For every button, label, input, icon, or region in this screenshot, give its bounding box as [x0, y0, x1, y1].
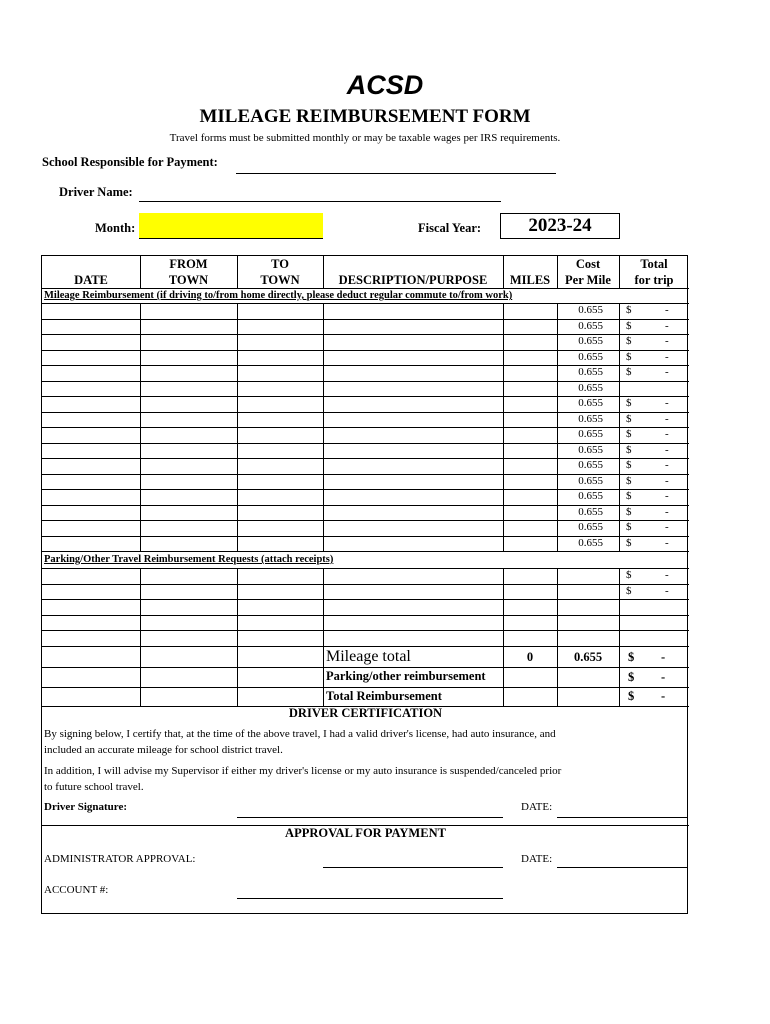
- approval-date-label: DATE:: [521, 853, 553, 865]
- dollar-sign: $: [626, 304, 632, 316]
- certification-line-1: By signing below, I certify that, at the time of the above travel, I had a valid driver's license, had auto insurance, and: [44, 728, 556, 740]
- cost-per-mile-cell: 0.655: [578, 350, 603, 363]
- signature-date-label: DATE:: [521, 801, 553, 813]
- trip-total-cell: -: [665, 397, 669, 409]
- dollar-sign: $: [626, 319, 632, 332]
- certification-line-2: included an accurate mileage for school district travel.: [44, 744, 283, 756]
- grid-line: [140, 256, 141, 288]
- trip-total-cell: -: [665, 474, 669, 487]
- trip-total-cell: -: [665, 505, 669, 518]
- dollar-sign: $: [626, 366, 632, 378]
- cost-per-mile-cell: 0.655: [578, 381, 603, 394]
- grid-line: [503, 256, 504, 288]
- dollar-sign: $: [626, 490, 632, 502]
- grid-line: [619, 303, 620, 551]
- mileage-total-dollar: $: [628, 650, 635, 664]
- grid-line: [237, 256, 238, 288]
- reimbursement-table: [41, 255, 688, 914]
- mileage-total-cost: 0.655: [573, 650, 603, 664]
- grid-line: [237, 303, 238, 551]
- driver-signature-field[interactable]: [237, 803, 503, 818]
- dollar-sign: $: [626, 350, 632, 363]
- approval-date-field[interactable]: [557, 853, 688, 868]
- cost-per-mile-cell: 0.655: [578, 366, 603, 378]
- grid-line: [557, 568, 558, 706]
- grid-line: [503, 303, 504, 551]
- driver-name-label: Driver Name:: [59, 185, 133, 199]
- trip-total-cell: -: [665, 412, 669, 425]
- dollar-sign: $: [626, 536, 632, 549]
- administrator-approval-label: ADMINISTRATOR APPROVAL:: [44, 853, 196, 865]
- trip-total-cell: -: [665, 335, 669, 347]
- school-field[interactable]: [236, 159, 556, 174]
- organization-name: ACSD: [346, 70, 424, 100]
- grid-line: [557, 303, 558, 551]
- driver-signature-label: Driver Signature:: [44, 801, 127, 813]
- grid-line: [140, 568, 141, 706]
- dollar-sign: $: [626, 505, 632, 518]
- trip-total-cell: -: [665, 536, 669, 549]
- grid-line: [503, 568, 504, 706]
- signature-date-field[interactable]: [557, 803, 688, 818]
- account-number-field[interactable]: [237, 884, 503, 899]
- fiscal-year-label: Fiscal Year:: [418, 221, 482, 235]
- trip-total-cell: -: [665, 319, 669, 332]
- header-to: TO TOWN: [260, 257, 300, 287]
- dollar-sign: $: [626, 335, 632, 347]
- cost-per-mile-cell: 0.655: [578, 335, 603, 347]
- certification-title: DRIVER CERTIFICATION: [288, 706, 443, 720]
- cost-per-mile-cell: 0.655: [578, 459, 603, 471]
- cost-per-mile-cell: 0.655: [578, 490, 603, 502]
- dollar-sign: $: [626, 428, 632, 440]
- grid-line: [323, 256, 324, 288]
- grid-line: [557, 256, 558, 288]
- cost-per-mile-cell: 0.655: [578, 474, 603, 487]
- trip-total-cell: -: [665, 584, 669, 597]
- cost-per-mile-cell: 0.655: [578, 319, 603, 332]
- trip-total-cell: -: [665, 521, 669, 533]
- dollar-sign: $: [626, 397, 632, 409]
- header-date: DATE: [74, 273, 108, 287]
- mileage-total-amount: -: [661, 650, 666, 664]
- driver-name-field[interactable]: [139, 187, 501, 202]
- grid-line: [140, 303, 141, 551]
- month-label: Month:: [95, 221, 136, 235]
- parking-section-title: Parking/Other Travel Reimbursement Requests (attach receipts): [44, 554, 334, 565]
- dollar-sign: $: [626, 412, 632, 425]
- trip-total-cell: -: [665, 304, 669, 316]
- grid-line: [323, 303, 324, 551]
- dollar-sign: $: [626, 459, 632, 471]
- parking-total-label: Parking/other reimbursement: [326, 669, 486, 683]
- trip-total-cell: -: [665, 459, 669, 471]
- header-total-for-trip: Total for trip: [634, 257, 674, 287]
- total-reimbursement-label: Total Reimbursement: [326, 689, 442, 703]
- administrator-approval-field[interactable]: [323, 853, 503, 868]
- mileage-total-miles: 0: [526, 650, 534, 664]
- grid-line: [42, 825, 689, 826]
- parking-total-dollar: $: [628, 670, 635, 684]
- trip-total-cell: -: [665, 428, 669, 440]
- dollar-sign: $: [626, 474, 632, 487]
- grid-line: [42, 288, 689, 289]
- fiscal-year-value: 2023-24: [500, 213, 620, 239]
- cost-per-mile-cell: 0.655: [578, 505, 603, 518]
- grid-line: [619, 256, 620, 288]
- cost-per-mile-cell: 0.655: [578, 304, 603, 316]
- certification-line-3: In addition, I will advise my Supervisor if either my driver's license or my auto insurance is suspended/canceled prior: [44, 765, 562, 777]
- cost-per-mile-cell: 0.655: [578, 443, 603, 456]
- cost-per-mile-cell: 0.655: [578, 397, 603, 409]
- dollar-sign: $: [626, 443, 632, 456]
- cost-per-mile-cell: 0.655: [578, 428, 603, 440]
- header-miles: MILES: [509, 273, 551, 287]
- approval-title: APPROVAL FOR PAYMENT: [285, 826, 446, 840]
- form-title: MILEAGE REIMBURSEMENT FORM: [199, 106, 531, 127]
- dollar-sign: $: [626, 521, 632, 533]
- trip-total-cell: -: [665, 366, 669, 378]
- grid-line: [323, 568, 324, 706]
- header-cost-per-mile: Cost Per Mile: [565, 257, 611, 287]
- grand-total-amount: -: [661, 689, 666, 703]
- grand-total-dollar: $: [628, 689, 635, 703]
- form-subtitle: Travel forms must be submitted monthly or may be taxable wages per IRS requirements.: [169, 132, 561, 144]
- certification-line-4: to future school travel.: [44, 781, 144, 793]
- month-field[interactable]: [139, 213, 323, 239]
- dollar-sign: $: [626, 584, 632, 597]
- mileage-section-title: Mileage Reimbursement (if driving to/from home directly, please deduct regular commute to/from work): [44, 290, 513, 301]
- trip-total-cell: -: [665, 443, 669, 456]
- parking-total-amount: -: [661, 670, 666, 684]
- grid-line: [42, 551, 689, 552]
- grid-line: [237, 568, 238, 706]
- trip-total-cell: -: [665, 350, 669, 363]
- trip-total-cell: -: [665, 490, 669, 502]
- grid-line: [42, 706, 689, 707]
- dollar-sign: $: [626, 569, 632, 581]
- header-description: DESCRIPTION/PURPOSE: [338, 273, 488, 287]
- mileage-total-label: Mileage total: [326, 648, 411, 665]
- grid-line: [619, 568, 620, 706]
- trip-total-cell: -: [665, 569, 669, 581]
- cost-per-mile-cell: 0.655: [578, 536, 603, 549]
- header-from: FROM TOWN: [168, 257, 209, 287]
- account-number-label: ACCOUNT #:: [44, 884, 109, 896]
- cost-per-mile-cell: 0.655: [578, 412, 603, 425]
- school-label: School Responsible for Payment:: [42, 155, 218, 169]
- cost-per-mile-cell: 0.655: [578, 521, 603, 533]
